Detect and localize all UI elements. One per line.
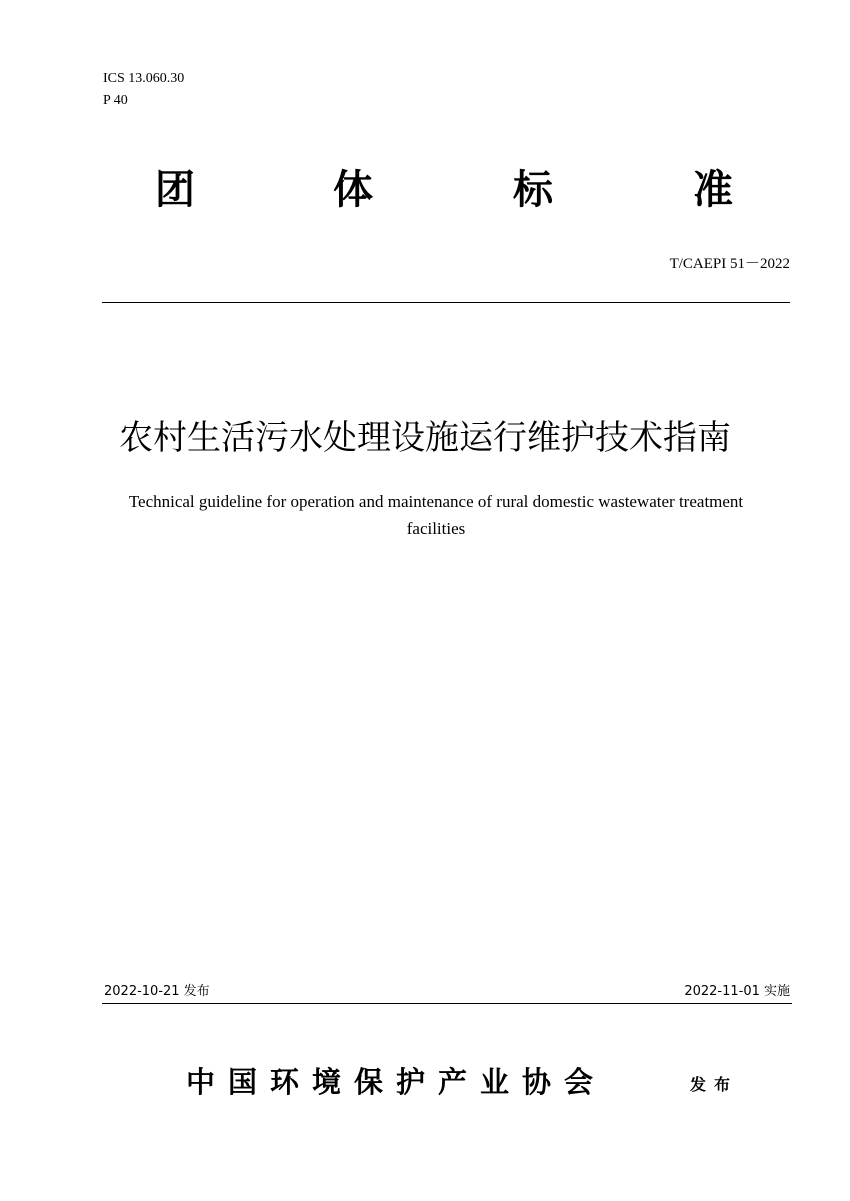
ccs-code: P 40 (103, 93, 128, 108)
implementation-date: 2022-11-01 实施 (684, 984, 790, 999)
standard-type-char: 标 (513, 167, 553, 213)
bottom-divider (102, 1003, 792, 1004)
top-divider (102, 302, 790, 303)
standard-type-char: 团 (155, 167, 195, 213)
standard-type-char: 准 (693, 167, 733, 213)
publish-label: 发布 (690, 1075, 739, 1094)
classification-codes (103, 68, 184, 112)
issue-date: 2022-10-21 发布 (104, 984, 210, 999)
standard-type-char: 体 (333, 167, 373, 213)
title-english: Technical guideline for operation and maintenance of rural domestic wastewater treatment facilities (128, 492, 744, 538)
title-chinese: 农村生活污水处理设施运行维护技术指南 (119, 418, 731, 458)
publisher-name: 中国环境保护产业协会 (186, 1065, 607, 1099)
standard-number: T/CAEPI 51－2022 (669, 256, 790, 272)
standard-type-heading (0, 160, 850, 220)
ics-code: ICS 13.060.30 (103, 71, 185, 86)
